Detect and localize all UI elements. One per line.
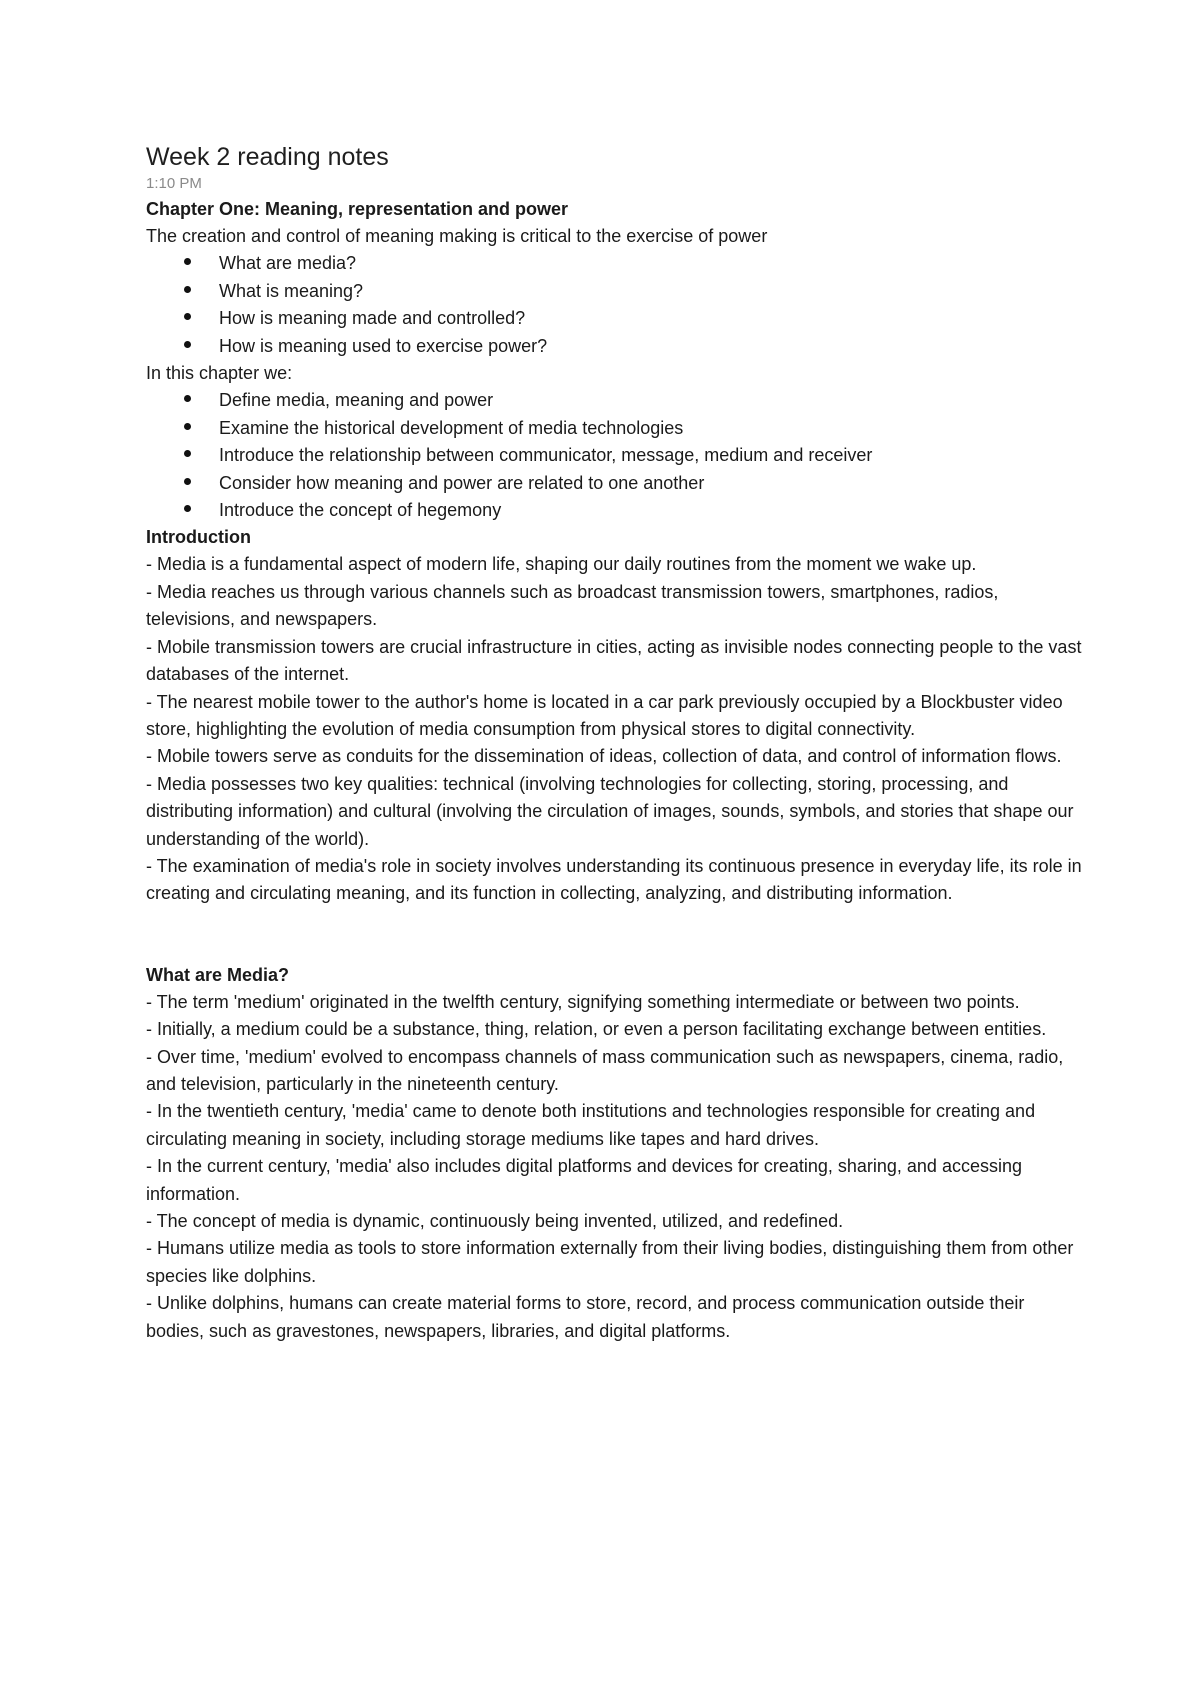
questions-list	[146, 250, 1086, 360]
list-item: Define media, meaning and power	[146, 387, 1086, 414]
what-are-media-notes	[146, 989, 1086, 1345]
note-paragraph: - Over time, 'medium' evolved to encompass channels of mass communication such as newspapers, cinema, radio, and television, particularly in the nineteenth century.	[146, 1046, 1064, 1094]
list-item: Consider how meaning and power are related to one another	[146, 470, 1086, 497]
list-item: Introduce the relationship between communicator, message, medium and receiver	[146, 442, 1086, 469]
note-paragraph: - Humans utilize media as tools to store information externally from their living bodies, distinguishing them from other species like dolphins.	[146, 1238, 1074, 1286]
note-paragraph: - Initially, a medium could be a substance, thing, relation, or even a person facilitating exchange between entities.	[146, 1019, 1047, 1040]
note-paragraph: - Mobile transmission towers are crucial infrastructure in cities, acting as invisible nodes connecting people to the vast databases of the internet.	[146, 636, 1082, 685]
list-item: How is meaning used to exercise power?	[146, 333, 1086, 360]
section-spacer	[146, 908, 1086, 962]
note-paragraph: - Unlike dolphins, humans can create material forms to store, record, and process communication outside their bodies, such as gravestones, newspapers, libraries, and digital platforms.	[146, 1293, 1025, 1341]
note-paragraph: - The term 'medium' originated in the twelfth century, signifying something intermediate or between two points.	[146, 991, 1020, 1012]
introduction-notes	[146, 551, 1086, 907]
note-paragraph: - The nearest mobile tower to the author's home is located in a car park previously occupied by a Blockbuster video store, highlighting the evolution of media consumption from physical stores to digital connectivity.	[146, 691, 1063, 739]
note-paragraph: - Media possesses two key qualities: technical (involving technologies for collecting, storing, processing, and distributing information) and cultural (involving the circulation of images, sounds, symbols, and stories that shape our understanding of the world).	[146, 773, 1074, 849]
chapter-heading: Chapter One: Meaning, representation and power	[146, 199, 569, 219]
list-item: Examine the historical development of media technologies	[146, 415, 1086, 442]
note-paragraph: - Media reaches us through various channels such as broadcast transmission towers, smartphones, radios, televisions, and newspapers.	[146, 581, 999, 630]
note-paragraph: - Mobile towers serve as conduits for the dissemination of ideas, collection of data, and control of information flows.	[146, 746, 1062, 767]
note-paragraph: - In the twentieth century, 'media' came to denote both institutions and technologies responsible for creating and circulating meaning in society, including storage mediums like tapes and hard drives.	[146, 1101, 1036, 1149]
list-item: How is meaning made and controlled?	[146, 305, 1086, 332]
note-paragraph: - In the current century, 'media' also includes digital platforms and devices for creating, sharing, and accessing information.	[146, 1156, 1022, 1204]
chapter-aims-list	[146, 387, 1086, 524]
note-page	[146, 140, 1086, 1345]
list-item: What are media?	[146, 250, 1086, 277]
what-are-media-heading: What are Media?	[146, 964, 290, 985]
note-paragraph: - Media is a fundamental aspect of modern life, shaping our daily routines from the moment we wake up.	[146, 554, 977, 575]
page-title: Week 2 reading notes	[146, 143, 389, 171]
timestamp: 1:10 PM	[146, 175, 202, 192]
list-item: What is meaning?	[146, 278, 1086, 305]
note-paragraph: - The examination of media's role in society involves understanding its continuous presence in everyday life, its role in creating and circulating meaning, and its function in collecting, analyzing, and distributing information.	[146, 855, 1082, 904]
list-item: Introduce the concept of hegemony	[146, 497, 1086, 524]
chapter-intro: The creation and control of meaning making is critical to the exercise of power	[146, 226, 768, 246]
note-paragraph: - The concept of media is dynamic, continuously being invented, utilized, and redefined.	[146, 1211, 844, 1231]
in-this-chapter-label: In this chapter we:	[146, 363, 293, 384]
introduction-heading: Introduction	[146, 527, 251, 548]
